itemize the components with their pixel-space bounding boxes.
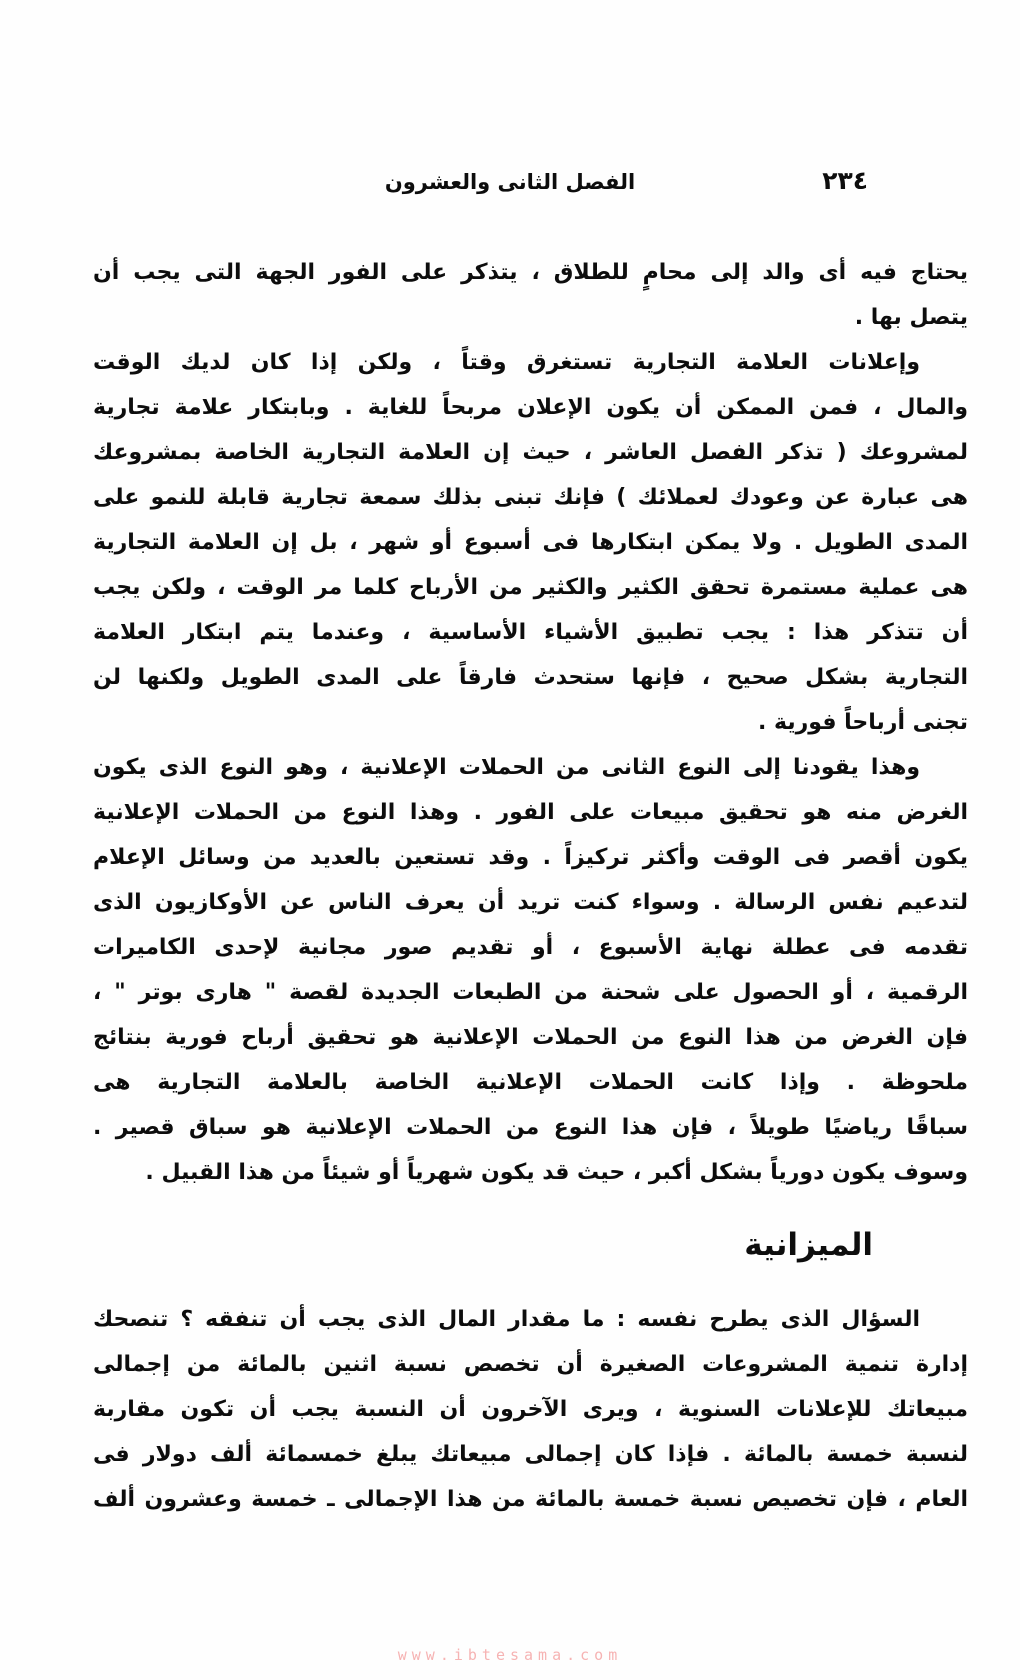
text-line: مبيعاتك للإعلانات السنوية ، ويرى الآخرون أن النسبة يجب أن تكون مقاربة (93, 1397, 968, 1422)
text-line: ملحوظة . وإذا كانت الحملات الإعلانية الخاصة بالعلامة التجارية هى (93, 1070, 968, 1095)
text-line: فإن الغرض من هذا النوع من الحملات الإعلانية هو تحقيق أرباح فورية بنتائج (93, 1025, 968, 1050)
text-line: يكون أقصر فى الوقت وأكثر تركيزاً . وقد تستعين بالعديد من وسائل الإعلام (93, 845, 968, 870)
text-line: المدى الطويل . ولا يمكن ابتكارها فى أسبوع أو شهر ، بل إن العلامة التجارية (93, 530, 968, 555)
watermark: www.ibtesama.com (397, 1646, 623, 1664)
text-line: وهذا يقودنا إلى النوع الثانى من الحملات الإعلانية ، وهو النوع الذى يكون (93, 755, 920, 780)
page-header (0, 166, 1020, 206)
text-line: هى عبارة عن وعودك لعملائك ) فإنك تبنى بذلك سمعة تجارية قابلة للنمو على (93, 485, 968, 510)
text-line: يتصل بها . (854, 305, 968, 330)
paragraph-1 (93, 250, 968, 340)
page-number: ٢٣٤ (822, 166, 868, 195)
text-line: السؤال الذى يطرح نفسه : ما مقدار المال الذى يجب أن تنفقه ؟ تنصحك (93, 1307, 920, 1332)
text-line: الغرض منه هو تحقيق مبيعات على الفور . وهذا النوع من الحملات الإعلانية (93, 800, 968, 825)
text-line: التجارية بشكل صحيح ، فإنها ستحدث فارقاً على المدى الطويل ولكنها لن (93, 665, 968, 690)
text-line: والمال ، فمن الممكن أن يكون الإعلان مربحاً للغاية . وبابتكار علامة تجارية (93, 395, 968, 420)
text-line: وسوف يكون دورياً بشكل أكبر ، حيث قد يكون شهرياً أو شيئاً من هذا القبيل . (145, 1160, 968, 1185)
paragraph-3 (93, 745, 968, 1195)
page-body (93, 250, 968, 1522)
text-line: إدارة تنمية المشروعات الصغيرة أن تخصص نسبة اثنين بالمائة من إجمالى (93, 1352, 968, 1377)
text-line: الرقمية ، أو الحصول على شحنة من الطبعات الجديدة لقصة " هارى بوتر " ، (93, 980, 968, 1005)
text-line: هى عملية مستمرة تحقق الكثير والكثير من الأرباح كلما مر الوقت ، ولكن يجب (93, 575, 968, 600)
text-line: لنسبة خمسة بالمائة . فإذا كان إجمالى مبيعاتك يبلغ خمسمائة ألف دولار فى (93, 1442, 968, 1467)
paragraph-2 (93, 340, 968, 745)
text-line: لمشروعك ( تذكر الفصل العاشر ، حيث إن العلامة التجارية الخاصة بمشروعك (93, 440, 968, 465)
text-line: تجنى أرباحاً فورية . (758, 710, 968, 735)
text-line: وإعلانات العلامة التجارية تستغرق وقتاً ، ولكن إذا كان لديك الوقت (93, 350, 920, 375)
text-line: تقدمه فى عطلة نهاية الأسبوع ، أو تقديم صور مجانية لإحدى الكاميرات (93, 935, 968, 960)
chapter-title: الفصل الثانى والعشرون (384, 170, 636, 194)
text-line: يحتاج فيه أى والد إلى محامٍ للطلاق ، يتذكر على الفور الجهة التى يجب أن (93, 260, 968, 285)
section-heading: الميزانية (744, 1227, 873, 1263)
paragraph-4 (93, 1297, 968, 1522)
text-line: سباقًا رياضيًا طويلاً ، فإن هذا النوع من الحملات الإعلانية هو سباق قصير . (93, 1115, 968, 1140)
text-line: أن تتذكر هذا : يجب تطبيق الأشياء الأساسية ، وعندما يتم ابتكار العلامة (93, 620, 968, 645)
text-line: لتدعيم نفس الرسالة . وسواء كنت تريد أن يعرف الناس عن الأوكازيون الذى (93, 890, 968, 915)
text-line: العام ، فإن تخصيص نسبة خمسة بالمائة من هذا الإجمالى ـ خمسة وعشرون ألف (93, 1487, 968, 1512)
